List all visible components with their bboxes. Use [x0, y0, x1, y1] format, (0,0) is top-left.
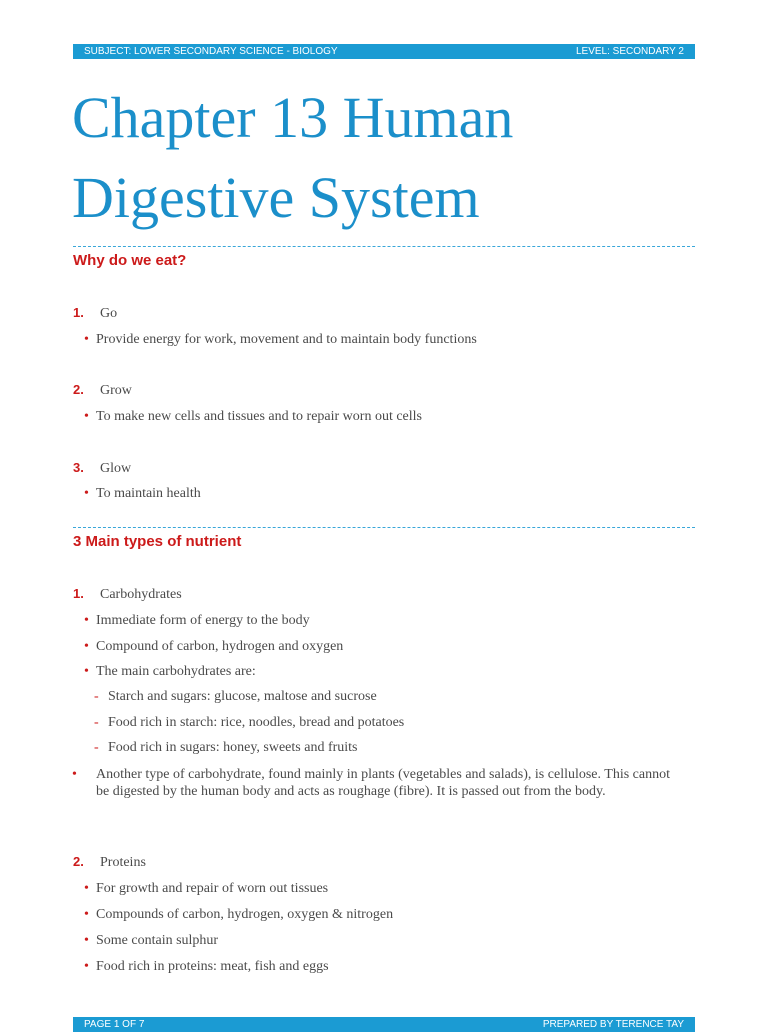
subject-label: SUBJECT: LOWER SECONDARY SCIENCE - BIOLOGY — [84, 46, 338, 57]
list-item-go: 1. Go — [73, 305, 118, 321]
bullet-item: • For growth and repair of worn out tissues — [84, 881, 329, 896]
header-bar — [73, 44, 695, 59]
section-heading-why-eat: Why do we eat? — [73, 252, 187, 269]
prepared-by: PREPARED BY TERENCE TAY — [542, 1019, 684, 1030]
bullet-item: • Some contain sulphur — [84, 933, 219, 948]
title-line-1: Chapter 13 Human — [72, 85, 514, 150]
level-label: LEVEL: SECONDARY 2 — [575, 46, 684, 57]
section-heading-nutrients: 3 Main types of nutrient — [73, 533, 242, 550]
list-item-grow: 2. Grow — [73, 382, 132, 398]
title-line-2: Digestive System — [72, 165, 480, 230]
list-item-carbohydrates: 1. Carbohydrates — [73, 586, 182, 602]
list-item-proteins: 2. Proteins — [73, 854, 146, 870]
sub-item: - Food rich in sugars: honey, sweets and fruits — [94, 740, 358, 755]
bullet-item: • Immediate form of energy to the body — [84, 613, 310, 628]
section-divider — [73, 246, 695, 247]
bullet-item: • To maintain health — [84, 486, 201, 501]
page-number: PAGE 1 OF 7 — [84, 1019, 145, 1030]
bullet-item-cellulose: • Another type of carbohydrate, found mainly in plants (vegetables and salads), is cellulose. This cannot be digested by the human body and acts as roughage (fibre). It is passed out from the body. — [72, 767, 670, 799]
footer-bar — [73, 1017, 695, 1032]
bullet-item: • Food rich in proteins: meat, fish and eggs — [84, 959, 329, 974]
bullet-item: • Compound of carbon, hydrogen and oxygen — [84, 639, 344, 654]
list-item-glow: 3. Glow — [73, 460, 132, 476]
bullet-item: • To make new cells and tissues and to repair worn out cells — [84, 409, 422, 424]
bullet-item: • Provide energy for work, movement and to maintain body functions — [84, 332, 477, 347]
section-divider — [73, 527, 695, 528]
chapter-title — [72, 78, 692, 238]
sub-item: - Starch and sugars: glucose, maltose and sucrose — [94, 689, 377, 704]
bullet-item: • The main carbohydrates are: — [84, 664, 256, 679]
sub-item: - Food rich in starch: rice, noodles, bread and potatoes — [94, 715, 405, 730]
bullet-item: • Compounds of carbon, hydrogen, oxygen & nitrogen — [84, 907, 394, 922]
